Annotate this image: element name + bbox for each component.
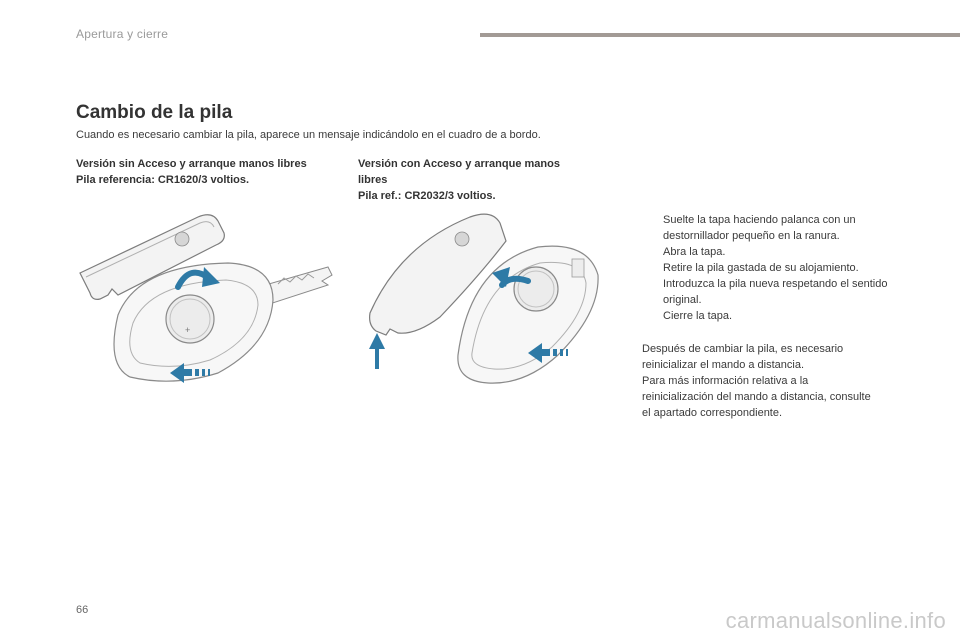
brand-logo-icon xyxy=(455,232,469,246)
push-arrow-dash xyxy=(566,349,568,356)
push-arrow-shaft xyxy=(182,369,192,376)
up-arrow-icon xyxy=(369,333,385,349)
battery-coin xyxy=(514,267,558,311)
battery-coin xyxy=(166,295,214,343)
list-item xyxy=(642,260,912,276)
key-battery-illustration-1 xyxy=(78,205,338,395)
key-internal-part xyxy=(572,259,584,277)
column-heading-1 xyxy=(76,156,307,188)
battery-plus-mark: + xyxy=(185,325,191,335)
page-title: Cambio de la pila xyxy=(76,102,233,123)
steps-list xyxy=(642,212,912,324)
up-arrow-shaft xyxy=(375,347,379,369)
heading-line: Pila ref.: CR2032/3 voltios. xyxy=(358,190,496,202)
step-text: Retire la pila gastada de su alojamiento. xyxy=(663,262,859,274)
push-arrow-dash xyxy=(202,369,205,376)
step-text: Suelte la tapa haciendo palanca con un destornillador pequeño en la ranura. xyxy=(663,214,856,242)
heading-line: Pila referencia: CR1620/3 voltios. xyxy=(76,174,250,186)
list-item xyxy=(642,276,912,308)
note-line: el apartado correspondiente. xyxy=(642,407,783,419)
section-label: Apertura y cierre xyxy=(76,27,169,41)
note-line: reinicializar el mando a distancia. xyxy=(642,359,805,371)
column-heading-2 xyxy=(358,156,560,204)
note-line: reinicialización del mando a distancia, consulte xyxy=(642,391,871,403)
brand-logo-icon xyxy=(175,232,189,246)
push-arrow-dash xyxy=(195,369,199,376)
push-arrow-shaft xyxy=(540,349,550,356)
heading-line: libres xyxy=(358,174,388,186)
step-text: Introduzca la pila nueva respetando el sentido original. xyxy=(663,278,888,306)
list-item xyxy=(642,308,912,324)
note-line: Después de cambiar la pila, es necesario xyxy=(642,343,844,355)
list-item xyxy=(642,244,912,260)
push-arrow-dash xyxy=(208,369,210,376)
page-number: 66 xyxy=(76,604,89,616)
push-arrow-dash xyxy=(553,349,557,356)
push-arrow-dash xyxy=(560,349,563,356)
note-line: Para más información relativa a la xyxy=(642,375,809,387)
intro-text: Cuando es necesario cambiar la pila, aparece un mensaje indicándolo en el cuadro de a bordo. xyxy=(76,129,541,141)
step-text: Cierre la tapa. xyxy=(663,310,733,322)
watermark: carmanualsonline.info xyxy=(725,608,946,633)
heading-line: Versión con Acceso y arranque manos xyxy=(358,158,560,170)
key-battery-illustration-2 xyxy=(360,205,610,395)
step-text: Abra la tapa. xyxy=(663,246,726,258)
list-item xyxy=(642,212,912,244)
heading-line: Versión sin Acceso y arranque manos libres xyxy=(76,158,307,170)
after-replacement-note xyxy=(642,341,917,421)
header-rule xyxy=(480,33,960,37)
